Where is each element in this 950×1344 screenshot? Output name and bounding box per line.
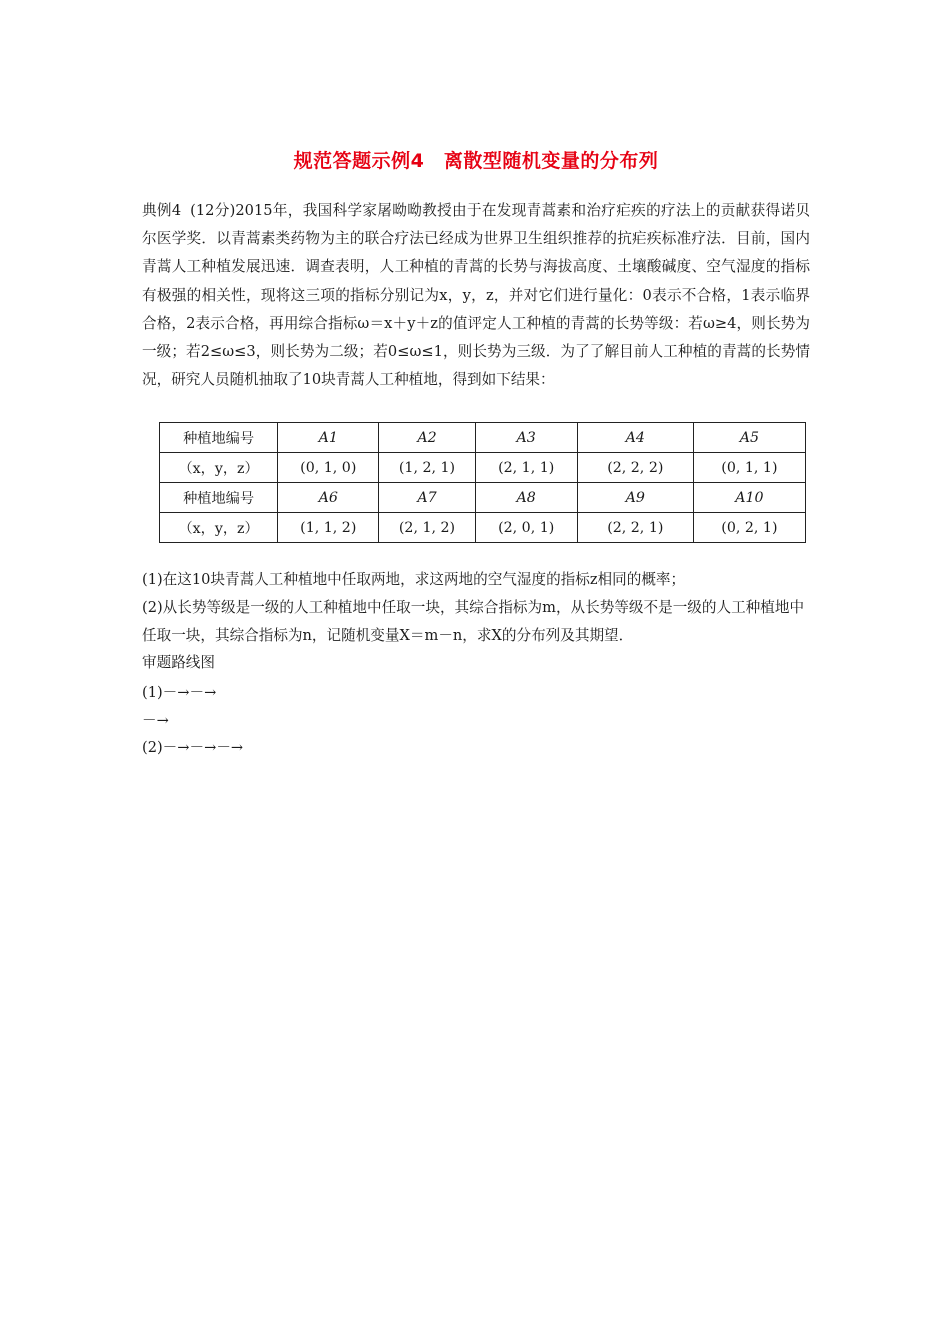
table-row <box>160 423 806 453</box>
data-table <box>159 422 806 543</box>
table-row <box>160 453 806 483</box>
route-line-3: (2)－→－→－→ <box>142 739 244 756</box>
table-cell-id: A8 <box>475 483 577 513</box>
table-cell-value: (0, 2, 1) <box>693 513 805 543</box>
table-cell-id: A5 <box>693 423 805 453</box>
table-cell-id: A2 <box>379 423 475 453</box>
route-line-1: (1)－→－→ <box>142 684 217 701</box>
table-cell-value: (0, 1, 1) <box>693 453 805 483</box>
table-cell-value: (2, 1, 1) <box>475 453 577 483</box>
table-cell-value: (2, 2, 1) <box>577 513 693 543</box>
route-heading: 审题路线图 <box>142 654 215 671</box>
table-row <box>160 483 806 513</box>
question-2: (2)从长势等级是一级的人工种植地中任取一块，其综合指标为m，从长势等级不是一级的人工种植地中任取一块，其综合指标为n，记随机变量X＝m－n，求X的分布列及其期望． <box>142 599 805 644</box>
table-cell-id: A4 <box>577 423 693 453</box>
table-cell-id: A10 <box>693 483 805 513</box>
table-row <box>160 513 806 543</box>
row-header-id: 种植地编号 <box>160 483 278 513</box>
example-label: 典例4 <box>142 202 182 219</box>
table-cell-value: (1, 1, 2) <box>278 513 379 543</box>
table-cell-value: (1, 2, 1) <box>379 453 475 483</box>
table-cell-id: A3 <box>475 423 577 453</box>
row-header-id: 种植地编号 <box>160 423 278 453</box>
table-cell-id: A6 <box>278 483 379 513</box>
route-line-2: －→ <box>142 712 169 729</box>
table-cell-id: A9 <box>577 483 693 513</box>
example-body: 2015年，我国科学家屠呦呦教授由于在发现青蒿素和治疗疟疾的疗法上的贡献获得诺贝尔医学奖．以青蒿素类药物为主的联合疗法已经成为世界卫生组织推荐的抗疟疾标准疗法．目前，国内青蒿人工种植发展迅速．调查表明，人工种植的青蒿的长势与海拔高度、土壤酸碱度、空气湿度的指标有极强的相关性，现将这三项的指标分别记为x，y，z，并对它们进行量化：0表示不合格，1表示临界合格，2表示合格，再用综合指标ω＝x＋y＋z的值评定人工种植的青蒿的长势等级：若ω≥4，则长势为一级；若2≤ω≤3，则长势为二级；若0≤ω≤1，则长势为三级．为了了解目前人工种植的青蒿的长势情况，研究人员随机抽取了10块青蒿人工种植地，得到如下结果： <box>142 202 810 389</box>
table-cell-value: (0, 1, 0) <box>278 453 379 483</box>
row-header-xyz: （x，y，z） <box>160 513 278 543</box>
table-cell-value: (2, 1, 2) <box>379 513 475 543</box>
table-cell-value: (2, 0, 1) <box>475 513 577 543</box>
question-1: (1)在这10块青蒿人工种植地中任取两地，求这两地的空气湿度的指标z相同的概率； <box>142 571 686 588</box>
table-cell-id: A7 <box>379 483 475 513</box>
row-header-xyz: （x，y，z） <box>160 453 278 483</box>
table-cell-id: A1 <box>278 423 379 453</box>
table-cell-value: (2, 2, 2) <box>577 453 693 483</box>
example-paragraph <box>142 197 810 394</box>
example-score: (12分) <box>190 202 236 219</box>
page-title: 规范答题示例4 离散型随机变量的分布列 <box>293 150 659 172</box>
